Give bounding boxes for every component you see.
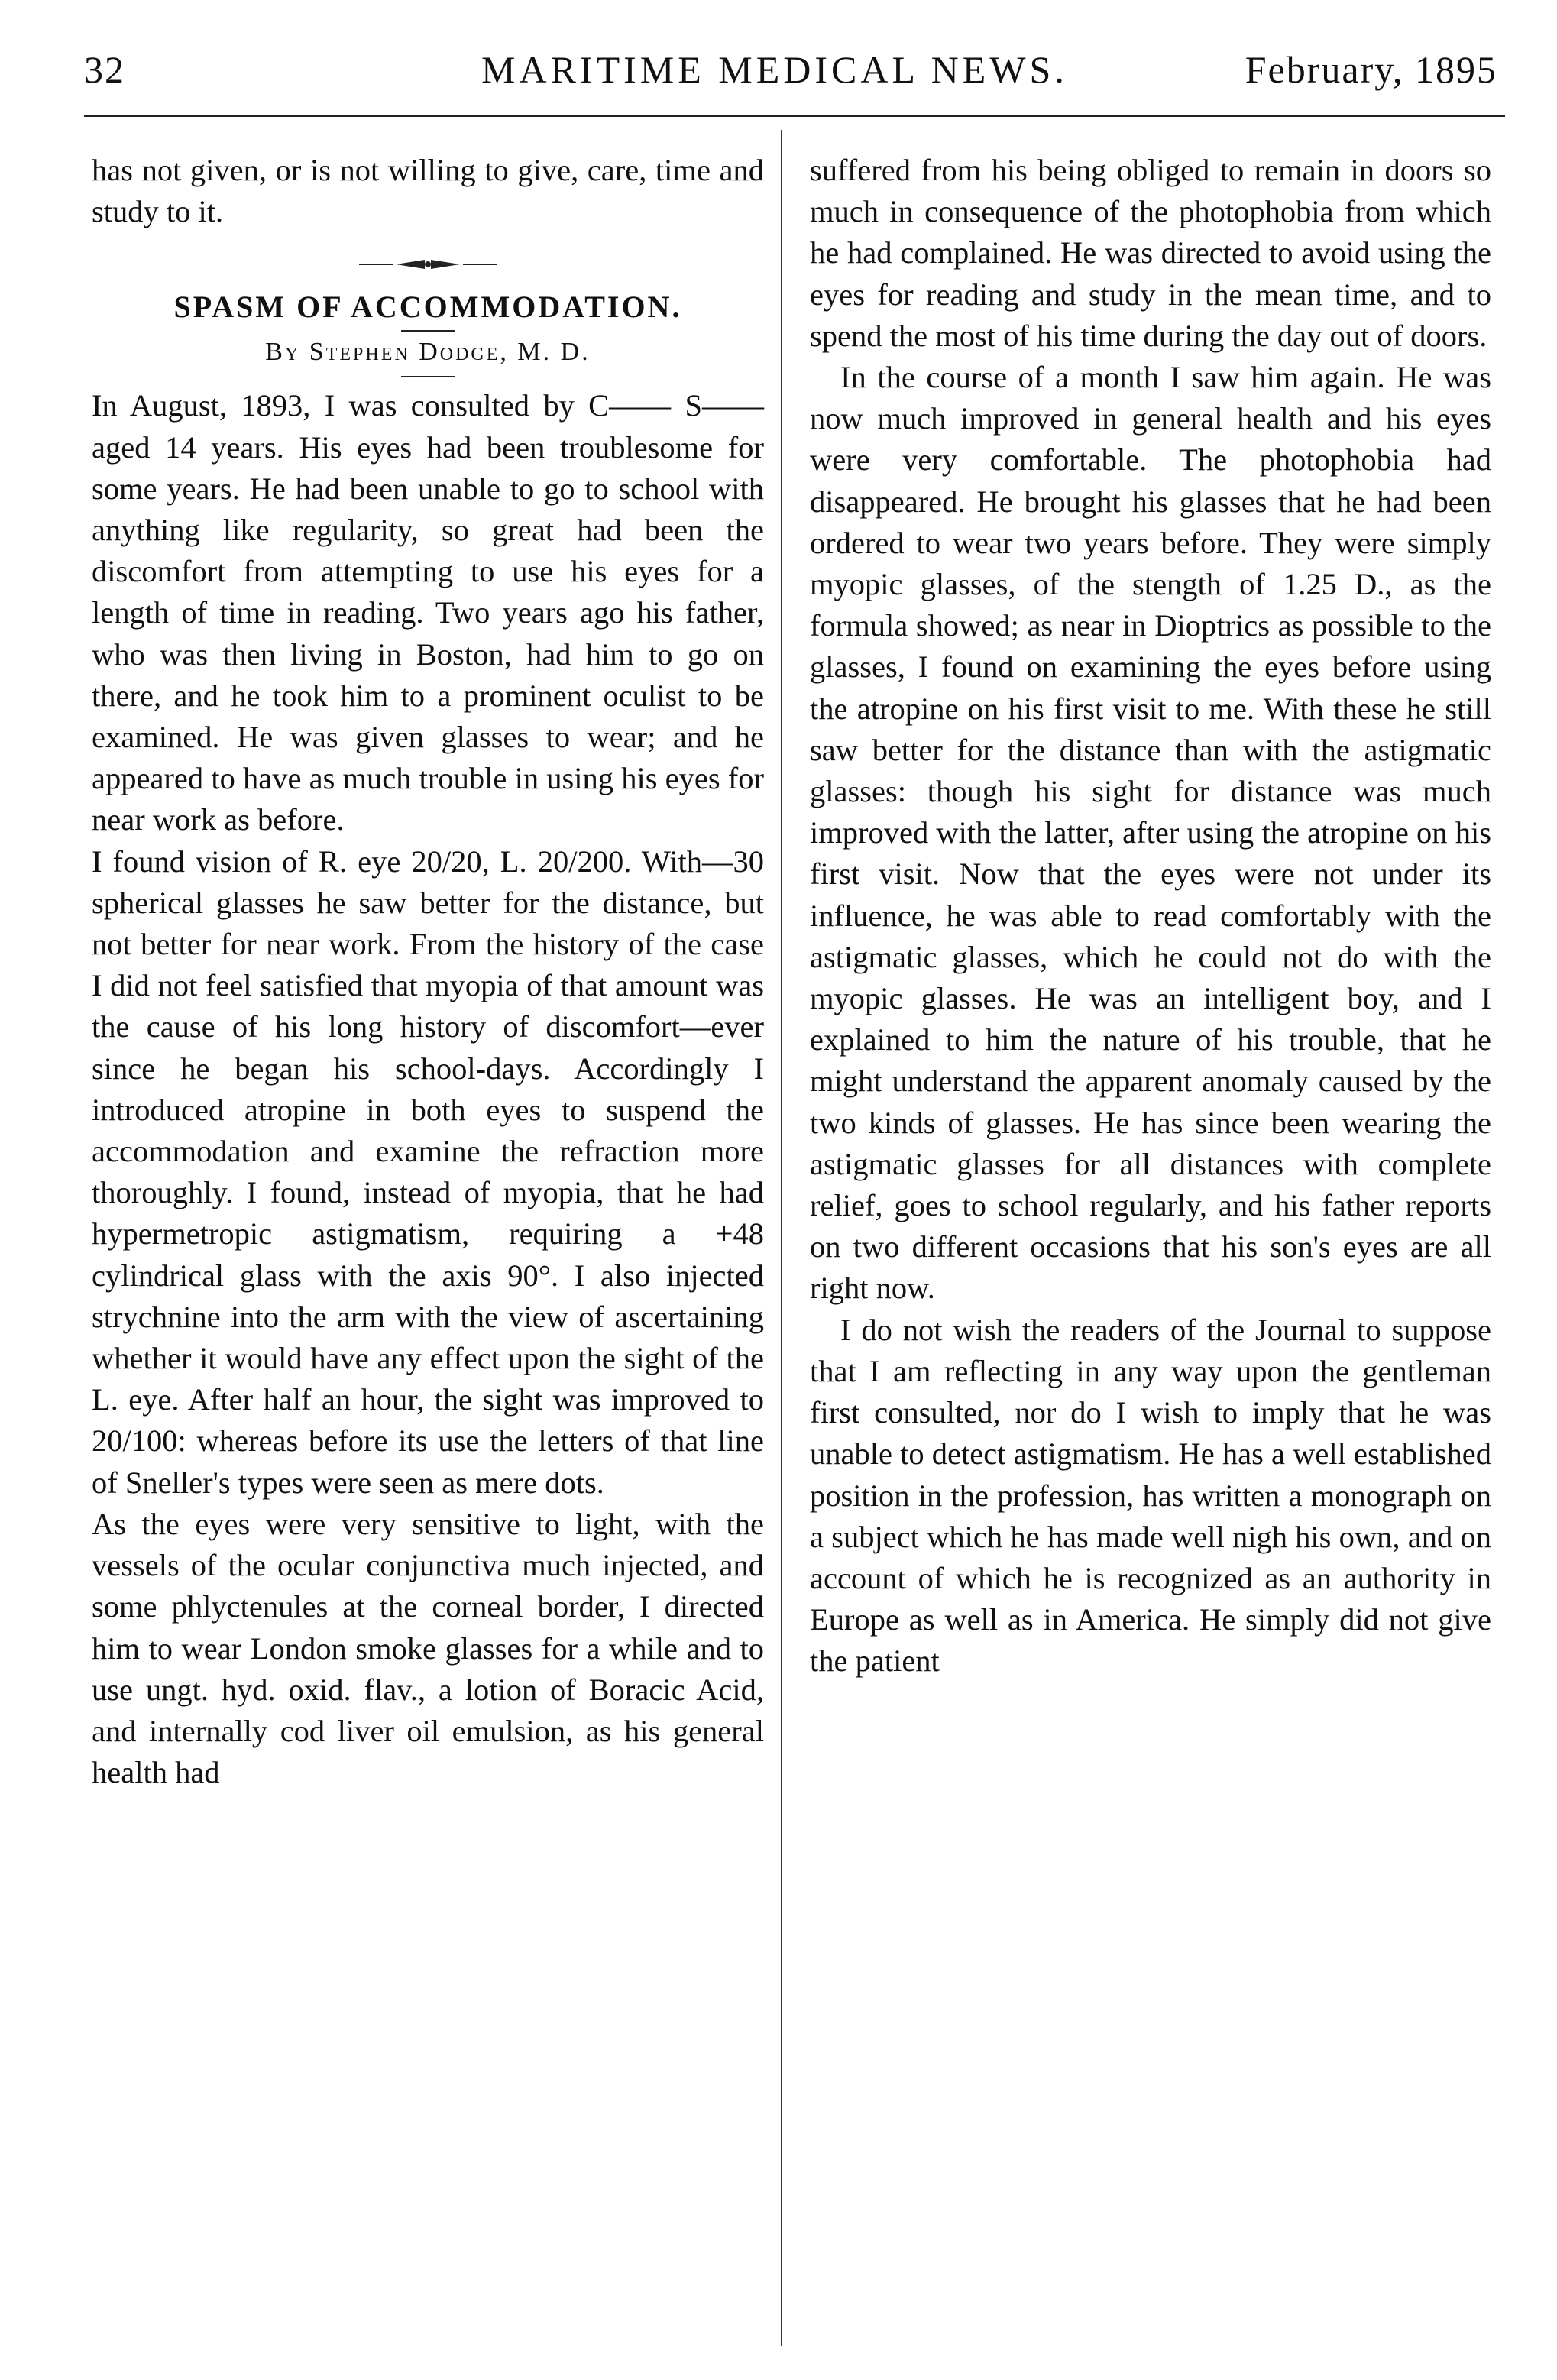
paragraph: In the course of a month I saw him again. He was now much improved in general health and his eyes were very comfortable. The photophobia had disappeared. He brought his glasses that he had been ordered to wear two years before. They were simply myopic glasses, of the stength of 1.25 D., as the formula showed; as near in Dioptrics as possible to the glasses, I found on examining the eyes before using the atropine on his first visit to me. With these he still saw better for the distance than with the astigmatic glasses: though his sight for distance was much improved with the latter, after using the atropine on his first visit. Now that the eyes were not under its influence, he was able to read comfortably with the astigmatic glasses, which he could not do with the myopic glasses. He was an intelligent boy, and I explained to him the nature of his trouble, that he might understand the apparent anomaly caused by the two kinds of glasses. He has since been wearing the astigmatic glasses for all distances with complete relief, goes to school regularly, and his father reports on two different occasions that his son's eyes are all right now.	[810, 360, 1491, 1306]
paragraph: I found vision of R. eye 20/20, L. 20/200. With—30 spherical glasses he saw better for the distance, but not better for near work. From the history of the case I did not feel satisfied that myopia of that amount was the cause of his long history of discomfort—ever since he began his school-days. Accordingly I introduced atropine in both eyes to suspend the accommodation and examine the refraction more thoroughly. I found, instead of myopia, that he had hypermetropic astigmatism, requiring a +48 cylindrical glass with the axis 90°. I also injected strychnine into the arm with the view of ascertaining whether it would have any effect upon the sight of the L. eye. After half an hour, the sight was improved to 20/100: whereas before its use the letters of that line of Sneller's types were seen as mere dots.	[92, 844, 764, 1500]
article-title: SPASM OF ACCOMMODATION.	[173, 290, 682, 325]
paragraph: I do not wish the readers of the Journal to suppose that I am reflecting in any way upon the gentleman first consulted, nor do I wish to imply that he was unable to detect astigmatism. He has a well established position in the profession, has written a monograph on a subject which he has made well nigh his own, and on account of which he is recognized as an authority in Europe as well as in America. He simply did not give the patient	[810, 1312, 1491, 1679]
paragraph: suffered from his being obliged to remain in doors so much in consequence of the photophobia from which he had complained. He was directed to avoid using the eyes for reading and study in the mean time, and to spend the most of his time during the day out of doors.	[810, 153, 1491, 353]
journal-title: MARITIME MEDICAL NEWS.	[481, 48, 1068, 91]
byline-rule	[401, 376, 455, 377]
author-byline: By Stephen Dodge, M. D.	[265, 338, 591, 367]
paragraph: In August, 1893, I was consulted by C—— S—— aged 14 years. His eyes had been troublesome for some years. He had been unable to go to school with anything like regularity, so great had been the discomfort from attempting to use his eyes for a length of time in reading. Two years ago his father, who was then living in Boston, had him to go on there, and he took him to a prominent oculist to be examined. He was given glasses to wear; and he appeared to have as much trouble in using his eyes for near work as before.	[92, 388, 764, 837]
right-column	[810, 150, 1491, 1682]
left-column	[92, 150, 764, 1793]
continued-text: has not given, or is not willing to give, care, time and study to it.	[92, 153, 764, 229]
header-rule	[84, 115, 1505, 117]
running-head	[84, 47, 1497, 101]
page-number: 32	[84, 48, 125, 91]
section-ornament	[92, 241, 764, 283]
paragraph: As the eyes were very sensitive to light, with the vessels of the ocular conjunctiva much injected, and some phlyctenules at the corneal border, I directed him to wear London smoke glasses for a while and to use ungt. hyd. oxid. flav., a lotion of Boracic Acid, and internally cod liver oil emulsion, as his general health had	[92, 1506, 764, 1790]
ornament-divider-icon	[359, 257, 497, 272]
issue-date: February, 1895	[1245, 48, 1497, 91]
column-divider	[781, 130, 782, 2346]
